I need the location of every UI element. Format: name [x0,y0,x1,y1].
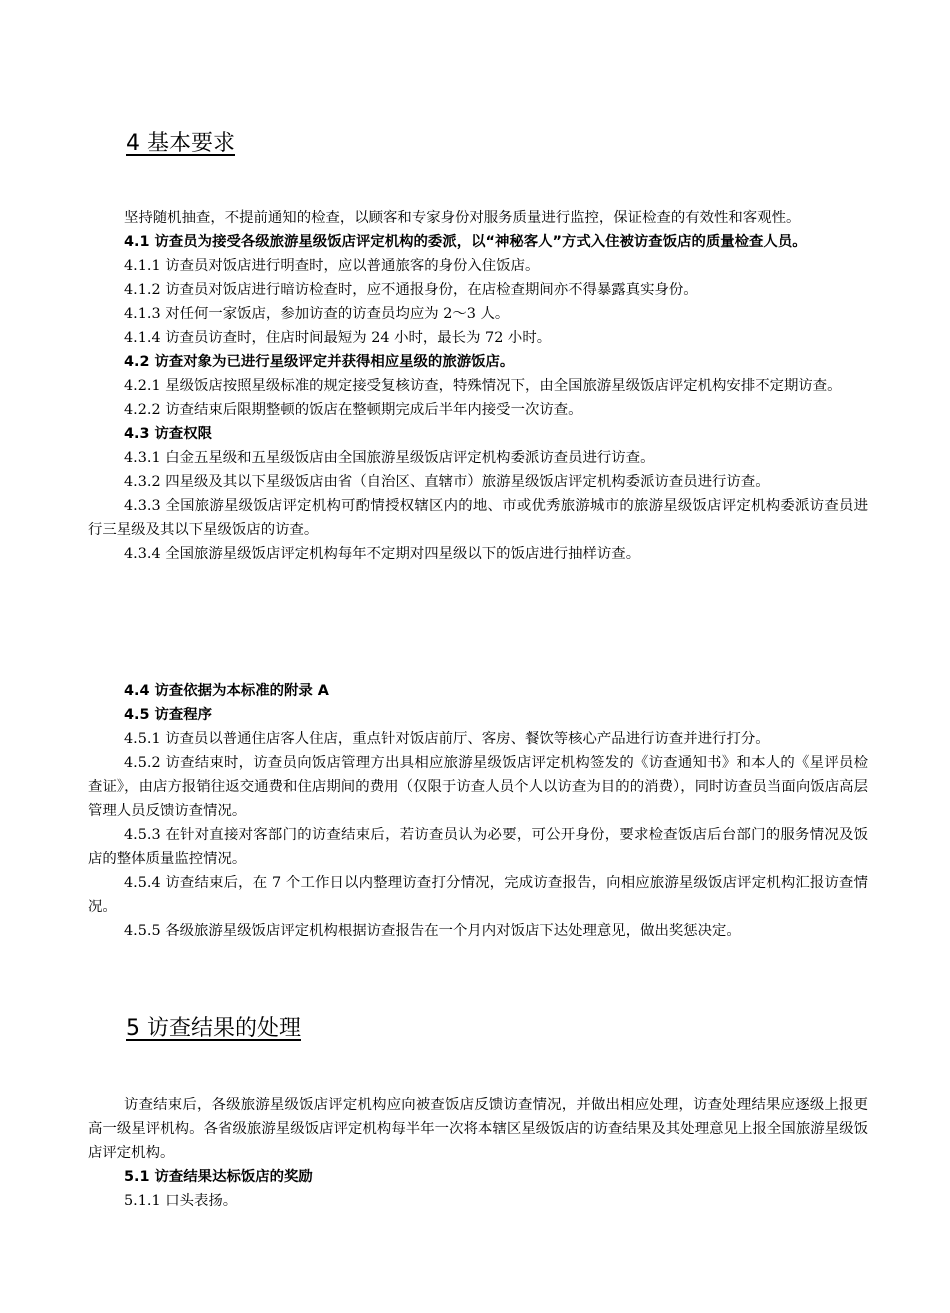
clause-4-2-1: 4.2.1 星级饭店按照星级标准的规定接受复核访查，特殊情况下，由全国旅游星级饭店评定机构安排不定期访查。 [124,378,842,394]
clause-5-1: 5.1 访查结果达标饭店的奖励 [124,1169,313,1185]
section-5-heading: 5 访查结果的处理 [126,1016,301,1041]
clause-4-1-3: 4.1.3 对任何一家饭店，参加访查的访查员均应为 2～3 人。 [124,306,510,322]
clause-4-1-4: 4.1.4 访查员访查时，住店时间最短为 24 小时，最长为 72 小时。 [124,330,552,346]
clause-4-3-3: 4.3.3 全国旅游星级饭店评定机构可酌情授权辖区内的地、市或优秀旅游城市的旅游星级饭店评定机构委派访查员进行三星级及其以下星级饭店的访查。 [88,498,868,538]
clause-4-4: 4.4 访查依据为本标准的附录 A [124,683,329,699]
clause-4-1-1: 4.1.1 访查员对饭店进行明查时，应以普通旅客的身份入住饭店。 [124,258,540,274]
clause-4-1: 4.1 访查员为接受各级旅游星级饭店评定机构的委派，以“神秘客人”方式入住被访查饭店的质量检查人员。 [124,234,807,250]
clause-5-1-1: 5.1.1 口头表扬。 [124,1193,238,1209]
clause-4-5-4: 4.5.4 访查结束后，在 7 个工作日以内整理访查打分情况，完成访查报告，向相应旅游星级饭店评定机构汇报访查情况。 [88,875,868,915]
section-5-body [88,1093,868,1213]
clause-4-2: 4.2 访查对象为已进行星级评定并获得相应星级的旅游饭店。 [124,354,515,370]
section-5-intro: 访查结束后，各级旅游星级饭店评定机构应向被查饭店反馈访查情况，并做出相应处理，访查处理结果应逐级上报更高一级星评机构。各省级旅游星级饭店评定机构每半年一次将本辖区星级饭店的访查结果及其处理意见上报全国旅游星级饭店评定机构。 [88,1097,868,1161]
clause-4-3: 4.3 访查权限 [124,426,213,442]
section-4-body-continued [88,679,868,943]
clause-4-5-3: 4.5.3 在针对直接对客部门的访查结束后，若访查员认为必要，可公开身份，要求检查饭店后台部门的服务情况及饭店的整体质量监控情况。 [88,827,868,867]
clause-4-5-1: 4.5.1 访查员以普通住店客人住店，重点针对饭店前厅、客房、餐饮等核心产品进行访查并进行打分。 [124,731,770,747]
section-4-body [88,206,868,566]
clause-4-2-2: 4.2.2 访查结束后限期整顿的饭店在整顿期完成后半年内接受一次访查。 [124,402,583,418]
clause-4-3-2: 4.3.2 四星级及其以下星级饭店由省（自治区、直辖市）旅游星级饭店评定机构委派访查员进行访查。 [124,474,770,490]
clause-4-3-1: 4.3.1 白金五星级和五星级饭店由全国旅游星级饭店评定机构委派访查员进行访查。 [124,450,655,466]
clause-4-5-5: 4.5.5 各级旅游星级饭店评定机构根据访查报告在一个月内对饭店下达处理意见，做出奖惩决定。 [124,923,741,939]
section-4-heading: 4 基本要求 [126,131,235,156]
clause-4-3-4: 4.3.4 全国旅游星级饭店评定机构每年不定期对四星级以下的饭店进行抽样访查。 [124,546,641,562]
clause-4-5: 4.5 访查程序 [124,707,213,723]
clause-4-5-2: 4.5.2 访查结束时，访查员向饭店管理方出具相应旅游星级饭店评定机构签发的《访查通知书》和本人的《星评员检查证》，由店方报销往返交通费和住店期间的费用（仅限于访查人员个人以访查为目的的消费），同时访查员当面向饭店高层管理人员反馈访查情况。 [88,755,868,819]
section-4-intro: 坚持随机抽查，不提前通知的检查，以顾客和专家身份对服务质量进行监控，保证检查的有效性和客观性。 [124,210,801,226]
clause-4-1-2: 4.1.2 访查员对饭店进行暗访检查时，应不通报身份，在店检查期间亦不得暴露真实身份。 [124,282,698,298]
